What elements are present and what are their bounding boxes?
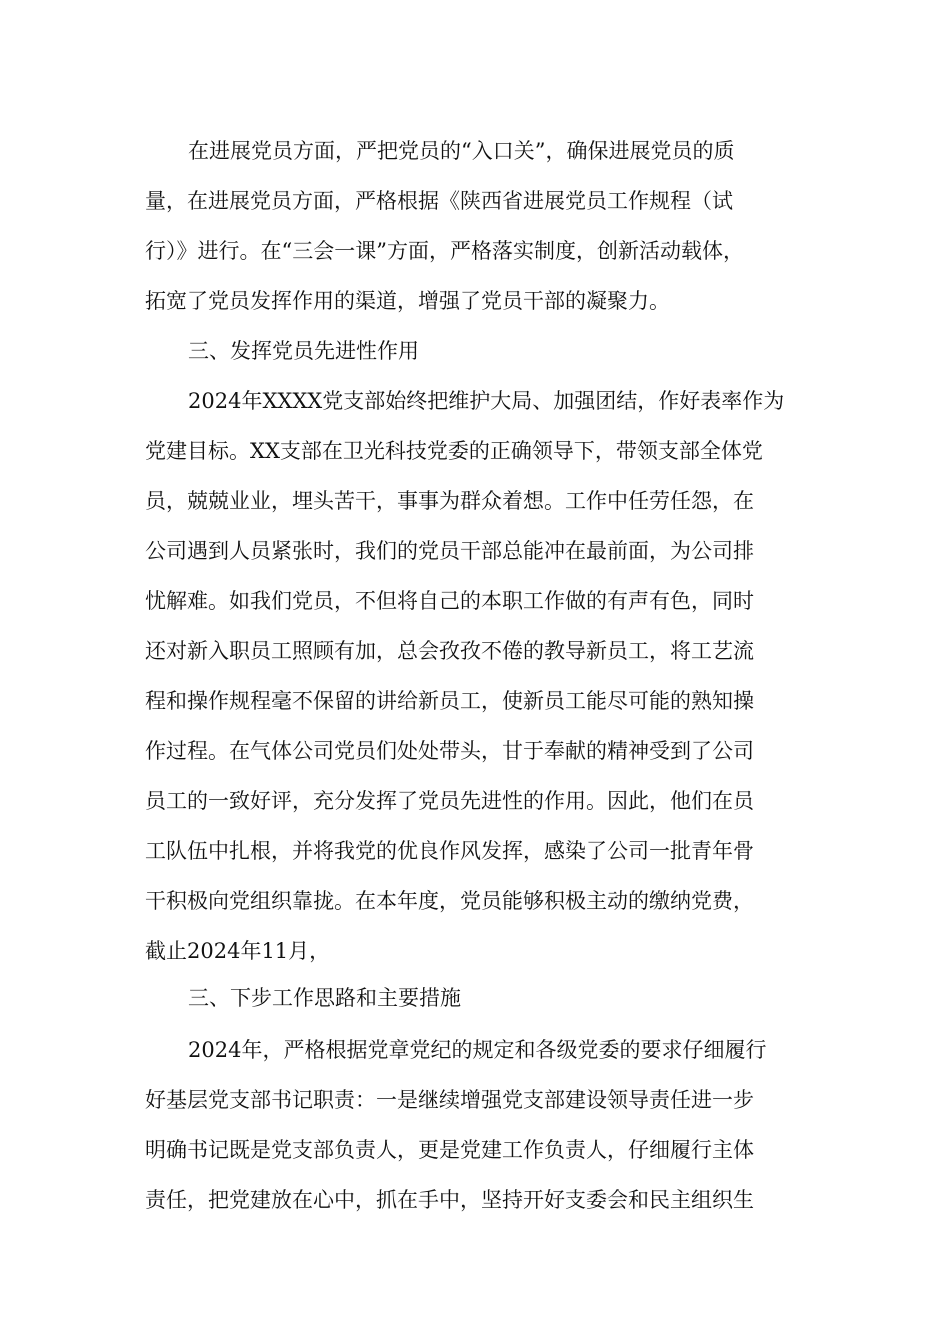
paragraph-line: 公司遇到人员紧张时，我们的党员干部总能冲在最前面，为公司排: [145, 539, 754, 563]
paragraph-line: 党建目标。XX支部在卫光科技党委的正确领导下，带领支部全体党: [145, 439, 763, 463]
paragraph-line: 忧解难。如我们党员，不但将自己的本职工作做的有声有色，同时: [145, 589, 754, 613]
paragraph-line: 责任，把党建放在心中，抓在手中，坚持开好支委会和民主组织生: [145, 1188, 754, 1212]
section-heading: 三、发挥党员先进性作用: [188, 339, 419, 363]
paragraph-line: 员工的一致好评，充分发挥了党员先进性的作用。因此，他们在员: [145, 789, 754, 813]
paragraph-line: 截止2024年11月，: [145, 939, 331, 963]
paragraph-line: 作过程。在气体公司党员们处处带头，甘于奉献的精神受到了公司: [145, 739, 754, 763]
paragraph-line: 好基层党支部书记职责：一是继续增强党支部建设领导责任进一步: [145, 1088, 754, 1112]
paragraph-line: 拓宽了党员发挥作用的渠道，增强了党员干部的凝聚力。: [145, 289, 670, 313]
paragraph-line: 干积极向党组织靠拢。在本年度，党员能够积极主动的缴纳党费，: [145, 889, 754, 913]
paragraph-line: 2024年XXXX党支部始终把维护大局、加强团结，作好表率作为: [188, 389, 785, 413]
paragraph-line: 工队伍中扎根，并将我党的优良作风发挥，感染了公司一批青年骨: [145, 839, 754, 863]
paragraph-line: 量，在进展党员方面，严格根据《陕西省进展党员工作规程（试: [145, 189, 733, 213]
paragraph-line: 明确书记既是党支部负责人，更是党建工作负责人，仔细履行主体: [145, 1138, 754, 1162]
paragraph-line: 行）》进行。在“三会一课”方面，严格落实制度，创新活动载体，: [145, 239, 744, 263]
paragraph-line: 2024年，严格根据党章党纪的规定和各级党委的要求仔细履行: [188, 1038, 767, 1062]
section-heading: 三、下步工作思路和主要措施: [188, 986, 461, 1010]
paragraph-line: 程和操作规程毫不保留的讲给新员工，使新员工能尽可能的熟知操: [145, 689, 754, 713]
paragraph-line: 还对新入职员工照顾有加，总会孜孜不倦的教导新员工，将工艺流: [145, 639, 754, 663]
paragraph-line: 员，兢兢业业，埋头苦干，事事为群众着想。工作中任劳任怨，在: [145, 489, 754, 513]
paragraph-line: 在进展党员方面，严把党员的“入口关”，确保进展党员的质: [188, 139, 735, 163]
